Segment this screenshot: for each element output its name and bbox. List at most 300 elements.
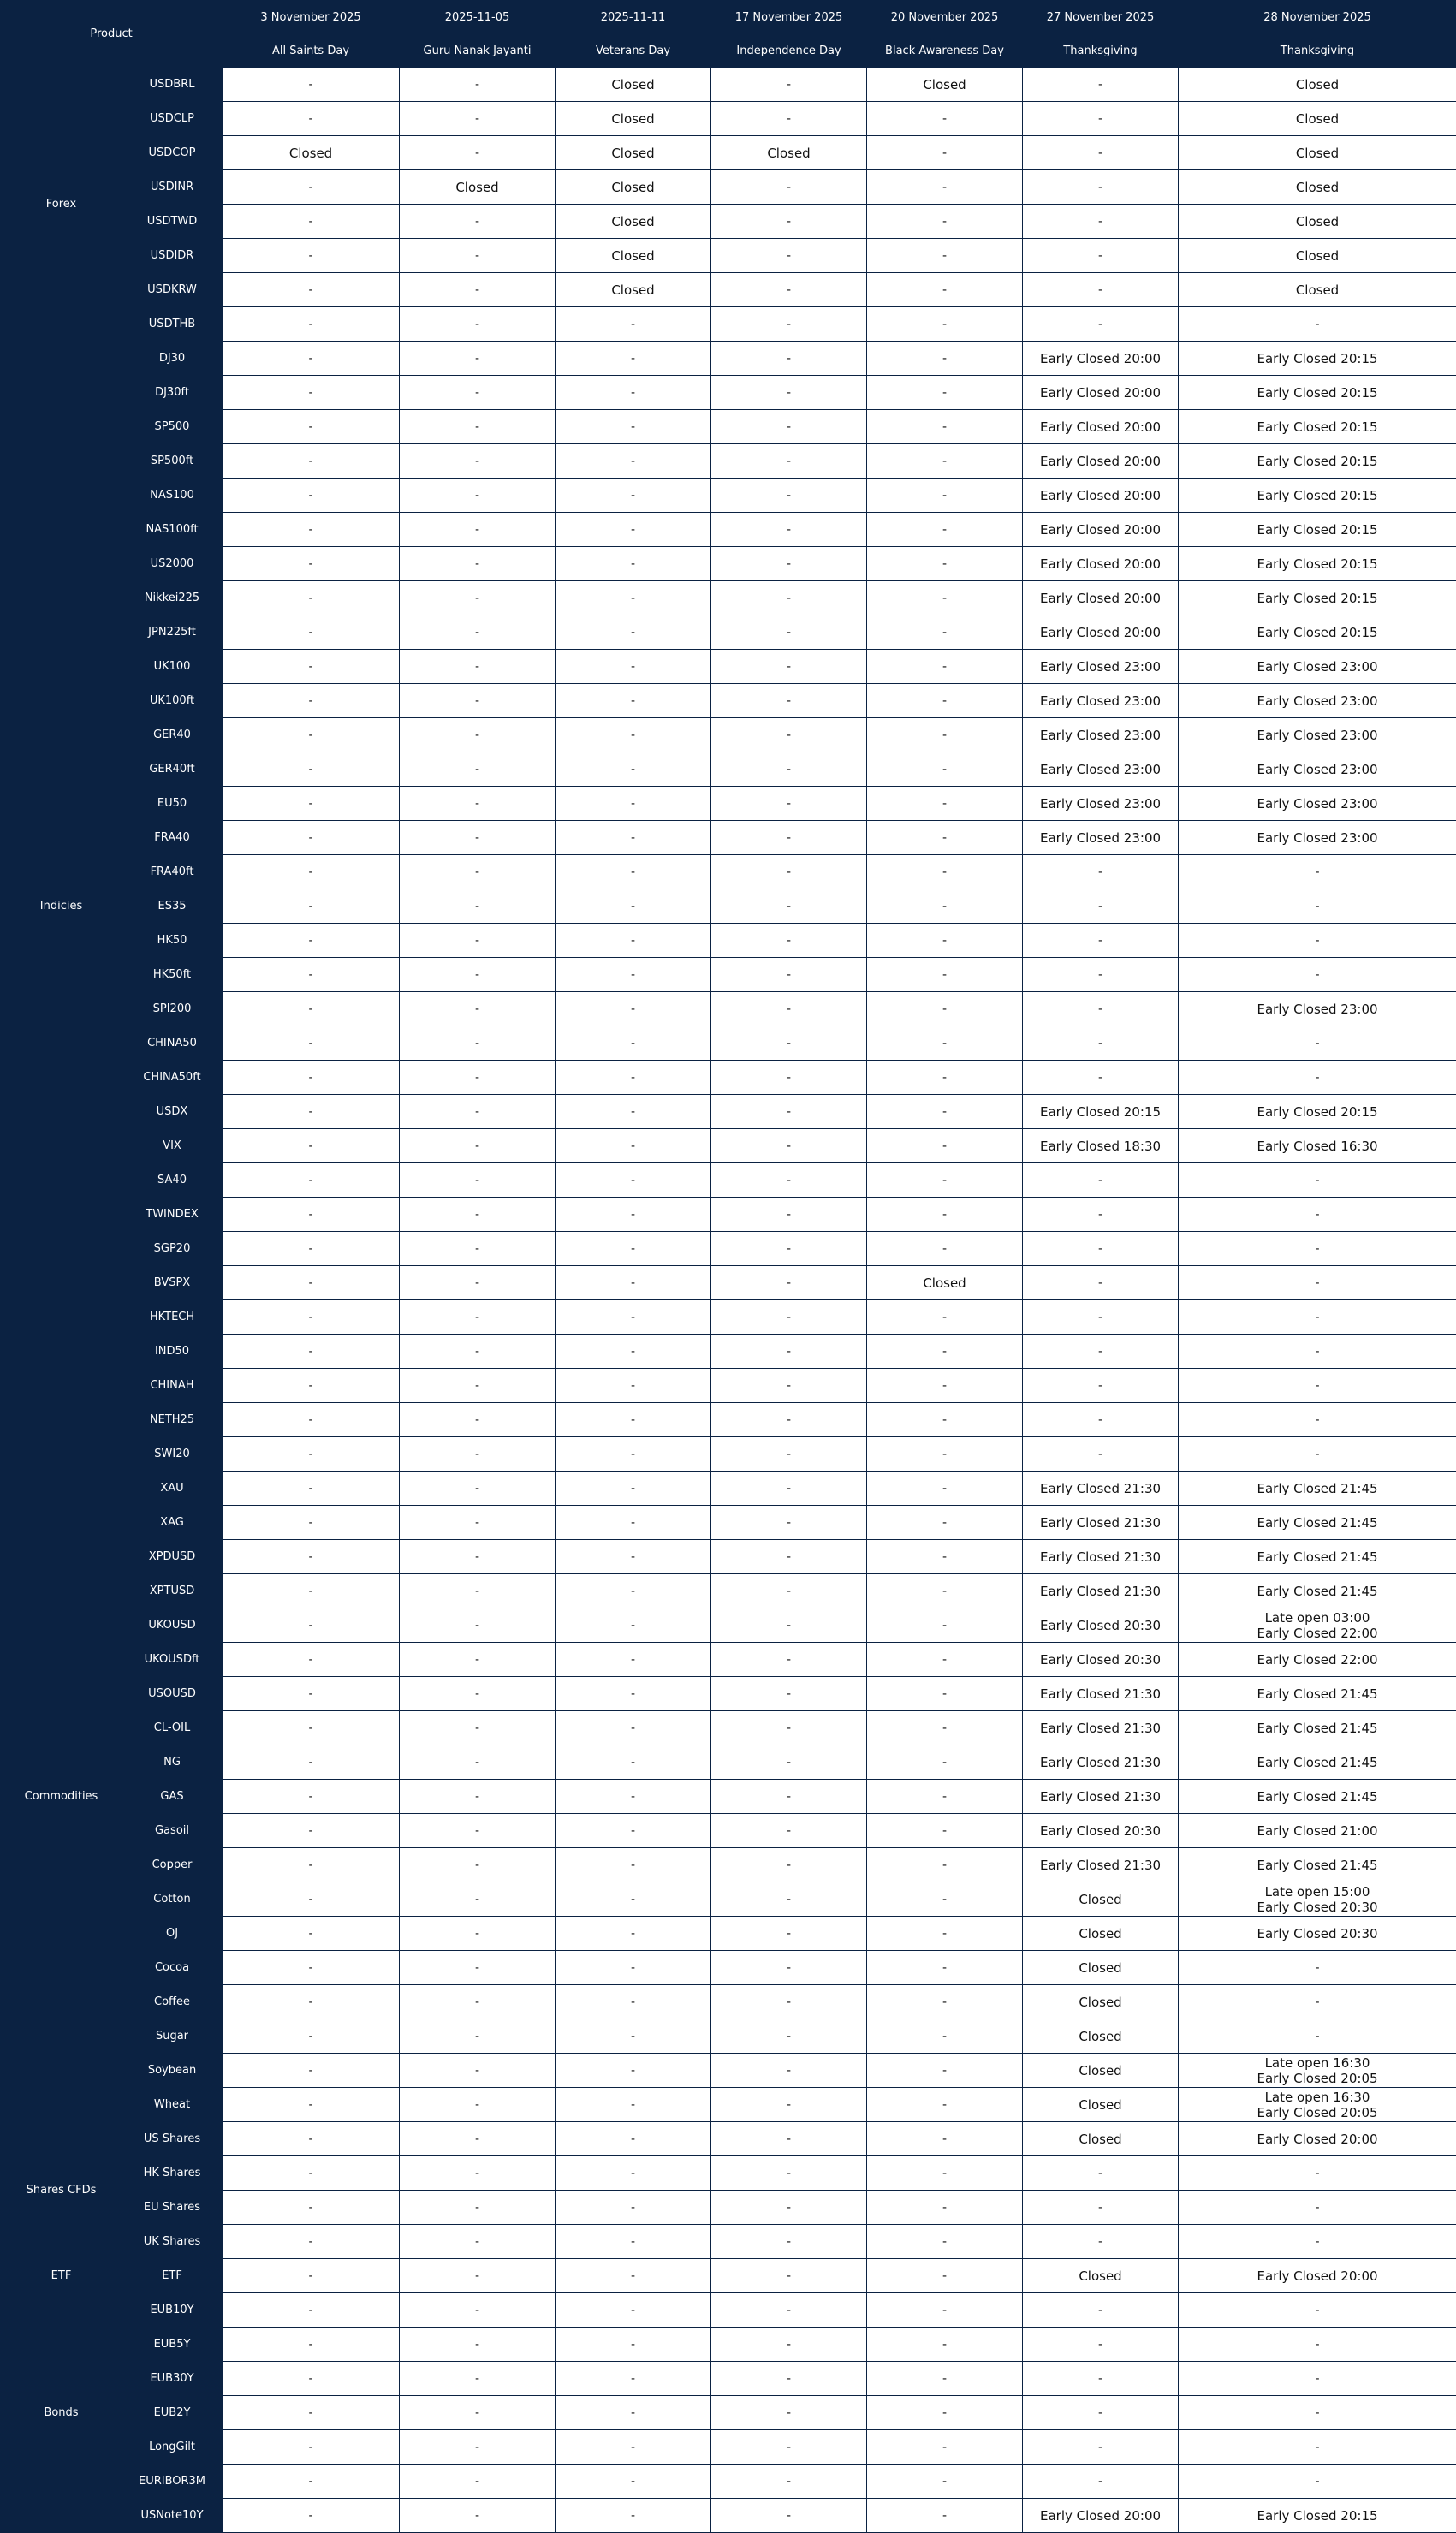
status-cell: - (867, 1985, 1023, 2019)
status-cell: - (400, 2362, 556, 2396)
status-cell: Closed (400, 170, 556, 205)
product-label: CHINA50ft (122, 1061, 223, 1095)
table-row (1, 170, 1456, 205)
status-cell: - (867, 239, 1023, 273)
status-cell: Closed (1179, 102, 1456, 136)
status-cell: - (867, 273, 1023, 307)
status-cell: - (867, 2019, 1023, 2054)
status-cell: - (867, 2396, 1023, 2430)
status-cell: - (711, 1882, 867, 1917)
holiday-header: Black Awareness Day (867, 34, 1023, 68)
status-cell: - (711, 1266, 867, 1300)
table-row (1, 1643, 1456, 1677)
status-cell: - (711, 855, 867, 889)
status-cell: - (223, 2499, 400, 2533)
status-cell: Early Closed 23:00 (1023, 787, 1179, 821)
status-cell: Early Closed 20:00 (1023, 342, 1179, 376)
status-cell: Closed (1023, 2054, 1179, 2088)
status-cell: - (400, 2019, 556, 2054)
status-cell: - (556, 513, 711, 547)
status-cell: - (1179, 307, 1456, 342)
status-cell: - (711, 924, 867, 958)
status-cell: - (400, 1026, 556, 1061)
status-cell: Closed (1023, 1951, 1179, 1985)
status-cell: - (867, 1848, 1023, 1882)
status-cell: Early Closed 23:00 (1179, 787, 1456, 821)
status-cell: Closed (1179, 273, 1456, 307)
status-cell: - (711, 1300, 867, 1335)
status-cell: - (556, 615, 711, 650)
status-cell: - (711, 1472, 867, 1506)
status-cell: - (400, 1677, 556, 1711)
status-cell: - (711, 376, 867, 410)
status-cell: - (556, 684, 711, 718)
status-cell: - (400, 1848, 556, 1882)
status-cell: - (556, 1232, 711, 1266)
status-cell: - (867, 1540, 1023, 1574)
status-cell: - (400, 2088, 556, 2122)
status-cell: - (1179, 889, 1456, 924)
group-label: Indicies (1, 342, 122, 1472)
status-cell: - (867, 1026, 1023, 1061)
status-cell: - (867, 1814, 1023, 1848)
status-cell: - (400, 239, 556, 273)
status-cell: Early Closed 20:15 (1179, 615, 1456, 650)
status-cell: - (556, 787, 711, 821)
status-cell: - (400, 1814, 556, 1848)
table-row (1, 1608, 1456, 1643)
status-cell: Early Closed 21:30 (1023, 1711, 1179, 1745)
status-cell: - (223, 547, 400, 581)
status-cell: - (1023, 889, 1179, 924)
status-cell: - (711, 2019, 867, 2054)
status-cell: - (223, 992, 400, 1026)
status-cell: - (223, 718, 400, 752)
status-cell: - (223, 1369, 400, 1403)
status-cell: - (1179, 1403, 1456, 1437)
status-cell: - (711, 1917, 867, 1951)
status-cell: Early Closed 21:45 (1179, 1506, 1456, 1540)
status-cell: - (867, 958, 1023, 992)
status-cell: - (400, 2328, 556, 2362)
status-cell: - (1023, 2225, 1179, 2259)
status-cell: - (556, 2088, 711, 2122)
status-cell: - (556, 958, 711, 992)
product-label: SGP20 (122, 1232, 223, 1266)
holiday-header: Independence Day (711, 34, 867, 68)
table-row (1, 102, 1456, 136)
product-label: SA40 (122, 1163, 223, 1198)
status-cell: - (556, 479, 711, 513)
status-cell: - (556, 2191, 711, 2225)
status-cell: - (223, 821, 400, 855)
status-cell: Early Closed 20:00 (1179, 2259, 1456, 2293)
status-cell: - (556, 2225, 711, 2259)
product-label: GAS (122, 1780, 223, 1814)
status-cell: Early Closed 20:15 (1179, 547, 1456, 581)
status-cell: - (400, 547, 556, 581)
status-cell: - (556, 2499, 711, 2533)
status-cell: - (400, 1232, 556, 1266)
holiday-header: Veterans Day (556, 34, 711, 68)
status-cell: - (400, 102, 556, 136)
table-row (1, 924, 1456, 958)
table-row (1, 547, 1456, 581)
status-cell: - (400, 1506, 556, 1540)
status-cell: - (400, 821, 556, 855)
status-cell: Early Closed 20:00 (1023, 547, 1179, 581)
status-cell: - (711, 2191, 867, 2225)
table-row (1, 889, 1456, 924)
status-cell: Early Closed 21:30 (1023, 1540, 1179, 1574)
status-cell: - (556, 1369, 711, 1403)
status-cell: - (711, 102, 867, 136)
status-cell: - (867, 821, 1023, 855)
status-cell: - (1179, 2293, 1456, 2328)
status-cell: Early Closed 20:00 (1023, 513, 1179, 547)
status-cell: - (1179, 1300, 1456, 1335)
status-cell: Early Closed 20:15 (1179, 444, 1456, 479)
status-cell: - (1023, 68, 1179, 102)
status-cell: - (223, 1300, 400, 1335)
status-cell: - (400, 855, 556, 889)
product-label: USOUSD (122, 1677, 223, 1711)
status-cell: Closed (556, 205, 711, 239)
status-cell: - (867, 1506, 1023, 1540)
status-cell: - (1179, 1335, 1456, 1369)
status-cell: - (867, 479, 1023, 513)
status-cell: - (556, 1882, 711, 1917)
product-label: NAS100 (122, 479, 223, 513)
status-cell: - (867, 2054, 1023, 2088)
status-cell: Late open 15:00 Early Closed 20:30 (1179, 1882, 1456, 1917)
status-cell: - (556, 1026, 711, 1061)
status-cell: - (223, 1711, 400, 1745)
status-cell: Closed (867, 1266, 1023, 1300)
status-cell: - (1023, 1335, 1179, 1369)
status-cell: - (223, 1985, 400, 2019)
status-cell: - (711, 1232, 867, 1266)
status-cell: - (400, 2499, 556, 2533)
status-cell: - (400, 2293, 556, 2328)
table-row (1, 2499, 1456, 2533)
status-cell: - (1023, 2465, 1179, 2499)
status-cell: - (223, 1163, 400, 1198)
status-cell: - (711, 2293, 867, 2328)
status-cell: Early Closed 18:30 (1023, 1129, 1179, 1163)
status-cell: - (556, 855, 711, 889)
status-cell: Early Closed 23:00 (1179, 752, 1456, 787)
status-cell: - (223, 958, 400, 992)
status-cell: - (223, 2328, 400, 2362)
status-cell: Early Closed 20:15 (1179, 1095, 1456, 1129)
table-row (1, 376, 1456, 410)
product-label: Sugar (122, 2019, 223, 2054)
table-row (1, 1677, 1456, 1711)
status-cell: - (400, 1608, 556, 1643)
status-cell: - (1023, 205, 1179, 239)
status-cell: - (400, 342, 556, 376)
status-cell: - (1023, 2362, 1179, 2396)
status-cell: - (556, 1472, 711, 1506)
status-cell: - (223, 102, 400, 136)
product-label: USDCOP (122, 136, 223, 170)
status-cell: Early Closed 21:30 (1023, 1574, 1179, 1608)
status-cell: - (867, 2259, 1023, 2293)
status-cell: - (223, 1232, 400, 1266)
group-label: Commodities (1, 1472, 122, 2122)
table-row (1, 650, 1456, 684)
status-cell: - (223, 170, 400, 205)
status-cell: - (867, 342, 1023, 376)
date-header: 2025-11-05 (400, 1, 556, 34)
status-cell: Early Closed 20:30 (1179, 1917, 1456, 1951)
status-cell: - (711, 1403, 867, 1437)
product-label: CHINAH (122, 1369, 223, 1403)
product-label: HK50 (122, 924, 223, 958)
status-cell: - (556, 2465, 711, 2499)
status-cell: - (223, 2465, 400, 2499)
product-label: HK Shares (122, 2156, 223, 2191)
status-cell: - (400, 410, 556, 444)
status-cell: - (1179, 1026, 1456, 1061)
status-cell: - (711, 992, 867, 1026)
status-cell: - (1023, 992, 1179, 1026)
table-row (1, 1985, 1456, 2019)
table-row (1, 787, 1456, 821)
holiday-header: Guru Nanak Jayanti (400, 34, 556, 68)
status-cell: - (711, 513, 867, 547)
product-label: DJ30 (122, 342, 223, 376)
status-cell: Early Closed 20:15 (1179, 581, 1456, 615)
status-cell: - (1179, 2362, 1456, 2396)
status-cell: Closed (556, 102, 711, 136)
table-row (1, 2259, 1456, 2293)
status-cell: - (556, 2430, 711, 2465)
status-cell: - (867, 2122, 1023, 2156)
table-row (1, 1540, 1456, 1574)
status-cell: - (400, 924, 556, 958)
status-cell: - (711, 684, 867, 718)
table-row (1, 1026, 1456, 1061)
status-cell: - (400, 1472, 556, 1506)
status-cell: Early Closed 20:00 (1023, 581, 1179, 615)
status-cell: Closed (1179, 136, 1456, 170)
table-row (1, 1232, 1456, 1266)
status-cell: Early Closed 23:00 (1023, 684, 1179, 718)
status-cell: Closed (556, 239, 711, 273)
status-cell: Early Closed 23:00 (1179, 684, 1456, 718)
status-cell: - (711, 1163, 867, 1198)
status-cell: - (400, 1745, 556, 1780)
status-cell: - (1179, 2328, 1456, 2362)
product-label: UKOUSD (122, 1608, 223, 1643)
status-cell: - (223, 2362, 400, 2396)
header-date-row (1, 1, 1456, 34)
status-cell: - (400, 650, 556, 684)
status-cell: - (711, 1985, 867, 2019)
status-cell: - (223, 855, 400, 889)
product-label: FRA40 (122, 821, 223, 855)
status-cell: - (556, 1574, 711, 1608)
status-cell: - (711, 1711, 867, 1745)
status-cell: - (556, 1745, 711, 1780)
status-cell: - (223, 1095, 400, 1129)
status-cell: Early Closed 21:30 (1023, 1745, 1179, 1780)
status-cell: - (867, 376, 1023, 410)
status-cell: Late open 03:00 Early Closed 22:00 (1179, 1608, 1456, 1643)
status-cell: - (400, 1300, 556, 1335)
status-cell: - (1023, 1163, 1179, 1198)
status-cell: - (867, 1711, 1023, 1745)
status-cell: - (711, 1643, 867, 1677)
status-cell: - (223, 787, 400, 821)
status-cell: - (400, 889, 556, 924)
date-header: 27 November 2025 (1023, 1, 1179, 34)
status-cell: Early Closed 21:30 (1023, 1677, 1179, 1711)
status-cell: - (711, 1574, 867, 1608)
status-cell: - (1179, 2465, 1456, 2499)
status-cell: - (711, 615, 867, 650)
table-row (1, 1780, 1456, 1814)
status-cell: - (1023, 958, 1179, 992)
product-label: ES35 (122, 889, 223, 924)
status-cell: - (1023, 1061, 1179, 1095)
status-cell: - (1023, 1198, 1179, 1232)
holiday-header: Thanksgiving (1179, 34, 1456, 68)
status-cell: - (223, 1574, 400, 1608)
table-row (1, 1472, 1456, 1506)
status-cell: - (867, 787, 1023, 821)
group-label: Shares CFDs (1, 2122, 122, 2259)
product-label: Copper (122, 1848, 223, 1882)
status-cell: - (400, 376, 556, 410)
status-cell: - (1023, 2293, 1179, 2328)
table-row (1, 1814, 1456, 1848)
status-cell: - (400, 2259, 556, 2293)
status-cell: - (867, 1574, 1023, 1608)
status-cell: - (556, 1985, 711, 2019)
product-label: GER40ft (122, 752, 223, 787)
status-cell: Closed (1179, 170, 1456, 205)
status-cell: - (223, 2191, 400, 2225)
table-row (1, 2054, 1456, 2088)
product-label: USDTWD (122, 205, 223, 239)
status-cell: - (556, 2259, 711, 2293)
table-row (1, 2225, 1456, 2259)
status-cell: - (223, 2156, 400, 2191)
status-cell: - (711, 2328, 867, 2362)
status-cell: - (223, 68, 400, 102)
product-label: EURIBOR3M (122, 2465, 223, 2499)
status-cell: - (400, 2191, 556, 2225)
status-cell: - (1023, 1266, 1179, 1300)
product-label: USNote10Y (122, 2499, 223, 2533)
status-cell: - (711, 2156, 867, 2191)
status-cell: - (556, 581, 711, 615)
status-cell: - (711, 2122, 867, 2156)
product-label: HKTECH (122, 1300, 223, 1335)
product-label: SPI200 (122, 992, 223, 1026)
date-header: 3 November 2025 (223, 1, 400, 34)
product-label: USDCLP (122, 102, 223, 136)
table-row (1, 1129, 1456, 1163)
status-cell: - (556, 2293, 711, 2328)
status-cell: - (711, 1677, 867, 1711)
table-row (1, 581, 1456, 615)
status-cell: - (556, 1643, 711, 1677)
status-cell: - (867, 1677, 1023, 1711)
status-cell: Early Closed 23:00 (1023, 752, 1179, 787)
status-cell: - (711, 821, 867, 855)
product-label: Soybean (122, 2054, 223, 2088)
status-cell: - (867, 136, 1023, 170)
table-row (1, 2293, 1456, 2328)
status-cell: - (400, 615, 556, 650)
product-label: GER40 (122, 718, 223, 752)
product-label: EU50 (122, 787, 223, 821)
status-cell: - (556, 2122, 711, 2156)
status-cell: Late open 16:30 Early Closed 20:05 (1179, 2054, 1456, 2088)
status-cell: - (556, 1061, 711, 1095)
product-label: NAS100ft (122, 513, 223, 547)
product-label: ETF (122, 2259, 223, 2293)
status-cell: - (556, 1951, 711, 1985)
status-cell: - (867, 992, 1023, 1026)
status-cell: - (400, 1985, 556, 2019)
status-cell: - (867, 307, 1023, 342)
status-cell: - (223, 1506, 400, 1540)
status-cell: Closed (1179, 239, 1456, 273)
status-cell: - (223, 479, 400, 513)
status-cell: - (223, 1608, 400, 1643)
status-cell: - (867, 2465, 1023, 2499)
table-row (1, 2396, 1456, 2430)
status-cell: Early Closed 23:00 (1179, 821, 1456, 855)
table-row (1, 958, 1456, 992)
status-cell: - (1023, 273, 1179, 307)
status-cell: - (556, 1129, 711, 1163)
status-cell: Early Closed 21:45 (1179, 1472, 1456, 1506)
status-cell: - (556, 1198, 711, 1232)
status-cell: - (1023, 1437, 1179, 1472)
group-label: ETF (1, 2259, 122, 2293)
status-cell: - (400, 1061, 556, 1095)
status-cell: - (867, 1095, 1023, 1129)
product-label: BVSPX (122, 1266, 223, 1300)
product-label: XPDUSD (122, 1540, 223, 1574)
status-cell: - (867, 2362, 1023, 2396)
table-row (1, 2019, 1456, 2054)
status-cell: - (400, 1540, 556, 1574)
status-cell: - (556, 376, 711, 410)
product-label: Wheat (122, 2088, 223, 2122)
table-row (1, 1403, 1456, 1437)
status-cell: Early Closed 21:00 (1179, 1814, 1456, 1848)
status-cell: - (400, 1095, 556, 1129)
status-cell: Early Closed 22:00 (1179, 1643, 1456, 1677)
product-label: XAG (122, 1506, 223, 1540)
status-cell: - (556, 2054, 711, 2088)
status-cell: - (711, 650, 867, 684)
status-cell: - (1023, 2396, 1179, 2430)
status-cell: - (556, 1163, 711, 1198)
status-cell: - (711, 2465, 867, 2499)
status-cell: - (711, 479, 867, 513)
status-cell: - (867, 2328, 1023, 2362)
status-cell: - (223, 1540, 400, 1574)
status-cell: Closed (1023, 2122, 1179, 2156)
